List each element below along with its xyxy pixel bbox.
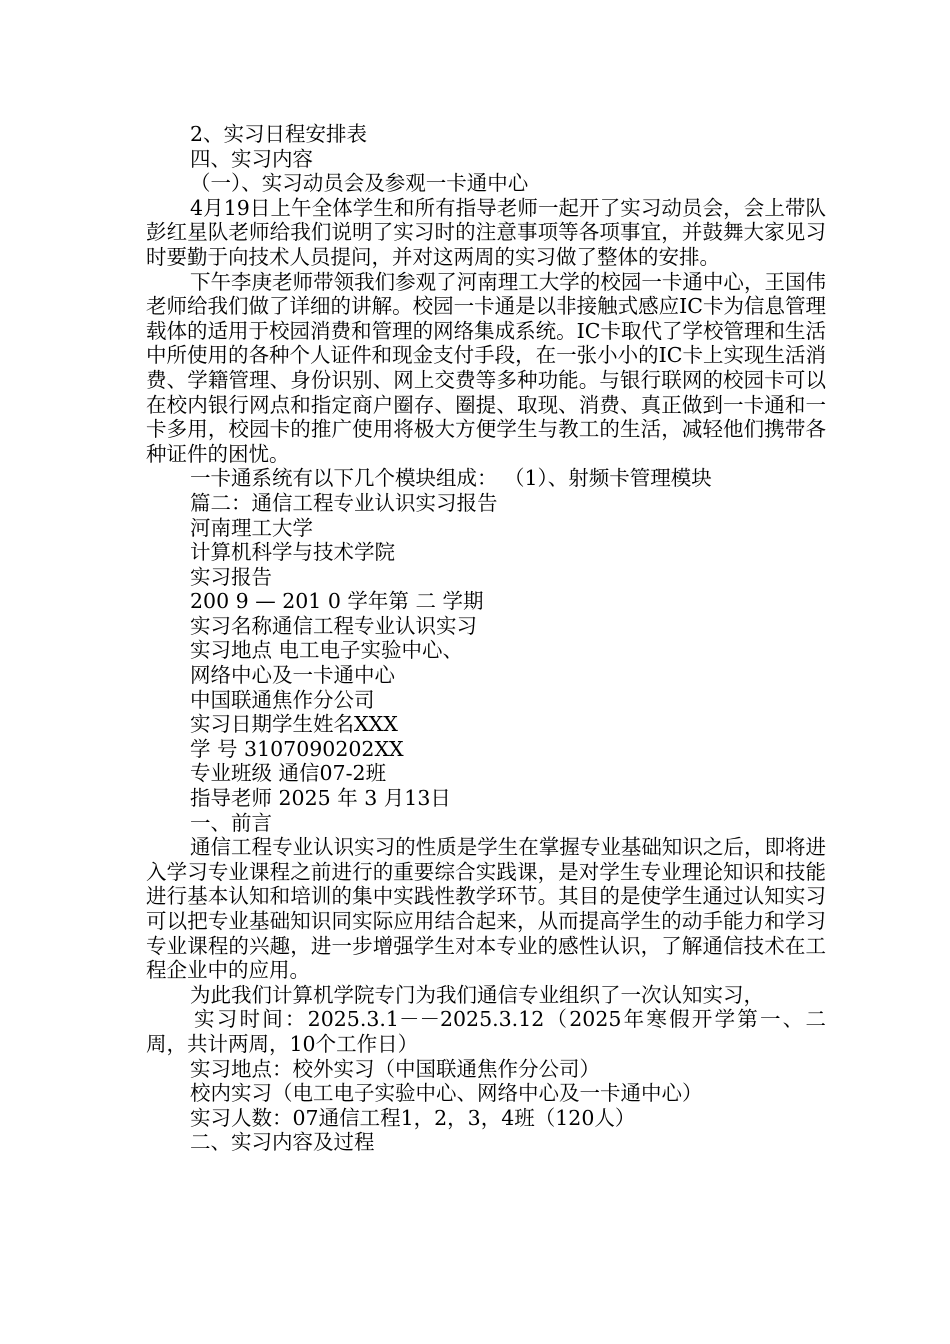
university-name: 河南理工大学 [190,515,313,540]
document-body [146,122,826,1155]
paragraph-mobilization: 4月19日上午全体学生和所有指导老师一起开了实习动员会，会上带队彭红星队老师给我们说明了实习时的注意事项等各项事宜，并鼓舞大家见习时要勤于向技术人员提问，并对这两周的实习做了整体的安排。 [146,195,826,269]
advisor-date: 指导老师 2025 年 3 月13日 [190,786,451,811]
text-line-external-site: 实习地点：校外实习（中国联通焦作分公司） [190,1056,600,1081]
academic-year: 200 9 — 201 0 学年第 二 学期 [190,589,484,614]
text-line-internal-site: 校内实习（电工电子实验中心、网络中心及一卡通中心） [190,1081,703,1106]
section-heading-schedule: 2、实习日程安排表 [190,122,368,146]
section-heading-content: 四、实习内容 [190,146,313,171]
internship-date-student: 实习日期学生姓名XXX [190,712,398,737]
section-heading-process: 二、实习内容及过程 [190,1130,375,1155]
subsection-heading-mobilization: （一）、实习动员会及参观一卡通中心 [190,171,529,196]
major-class: 专业班级 通信07-2班 [190,761,387,786]
text-line-modules: 一卡通系统有以下几个模块组成： （1）、射频卡管理模块 [190,466,712,491]
paragraph-card-center: 下午李庚老师带领我们参观了河南理工大学的校园一卡通中心，王国伟老师给我们做了详细的讲解。校园一卡通是以非接触式感应IC卡为信息管理载体的适用于校园消费和管理的网络集成系统。IC卡取代了学校管理和生活中所使用的各种个人证件和现金支付手段，在一张小小的IC卡上实现生活消费、学籍管理、身份识别、网上交费等多种功能。与银行联网的校园卡可以在校内银行网点和指定商户圈存、圈提、取现、消费、真正做到一卡通和一卡多用，校园卡的推广使用将极大方便学生与教工的生活，减轻他们携带各种证件的困忧。 [146,269,826,466]
text-line-organization: 为此我们计算机学院专门为我们通信专业组织了一次认知实习， [190,982,764,1007]
internship-name: 实习名称通信工程专业认识实习 [190,613,477,638]
internship-location: 实习地点 电工电子实验中心、 [190,638,464,663]
college-name: 计算机科学与技术学院 [190,540,395,565]
report-label: 实习报告 [190,564,272,589]
text-line-participants: 实习人数：07通信工程1，2，3，4班（120人） [190,1105,636,1130]
internship-location-3: 中国联通焦作分公司 [190,687,375,712]
internship-location-2: 网络中心及一卡通中心 [190,663,395,688]
report-title-line: 篇二：通信工程专业认识实习报告 [190,490,498,515]
paragraph-time: 实习时间：2025.3.1－－2025.3.12（2025年寒假开学第一、二周，共计两周，10个工作日） [146,1007,826,1056]
section-heading-preface: 一、前言 [190,810,272,835]
paragraph-preface: 通信工程专业认识实习的性质是学生在掌握专业基础知识之后，即将进入学习专业课程之前进行的重要综合实践课，是对学生专业理论知识和技能进行基本认知和培训的集中实践性教学环节。其目的是使学生通过认知实习可以把专业基础知识同实际应用结合起来，从而提高学生的动手能力和学习专业课程的兴趣，进一步增强学生对本专业的感性认识，了解通信技术在工程企业中的应用。 [146,835,826,983]
student-id: 学 号 3107090202XX [190,736,404,761]
